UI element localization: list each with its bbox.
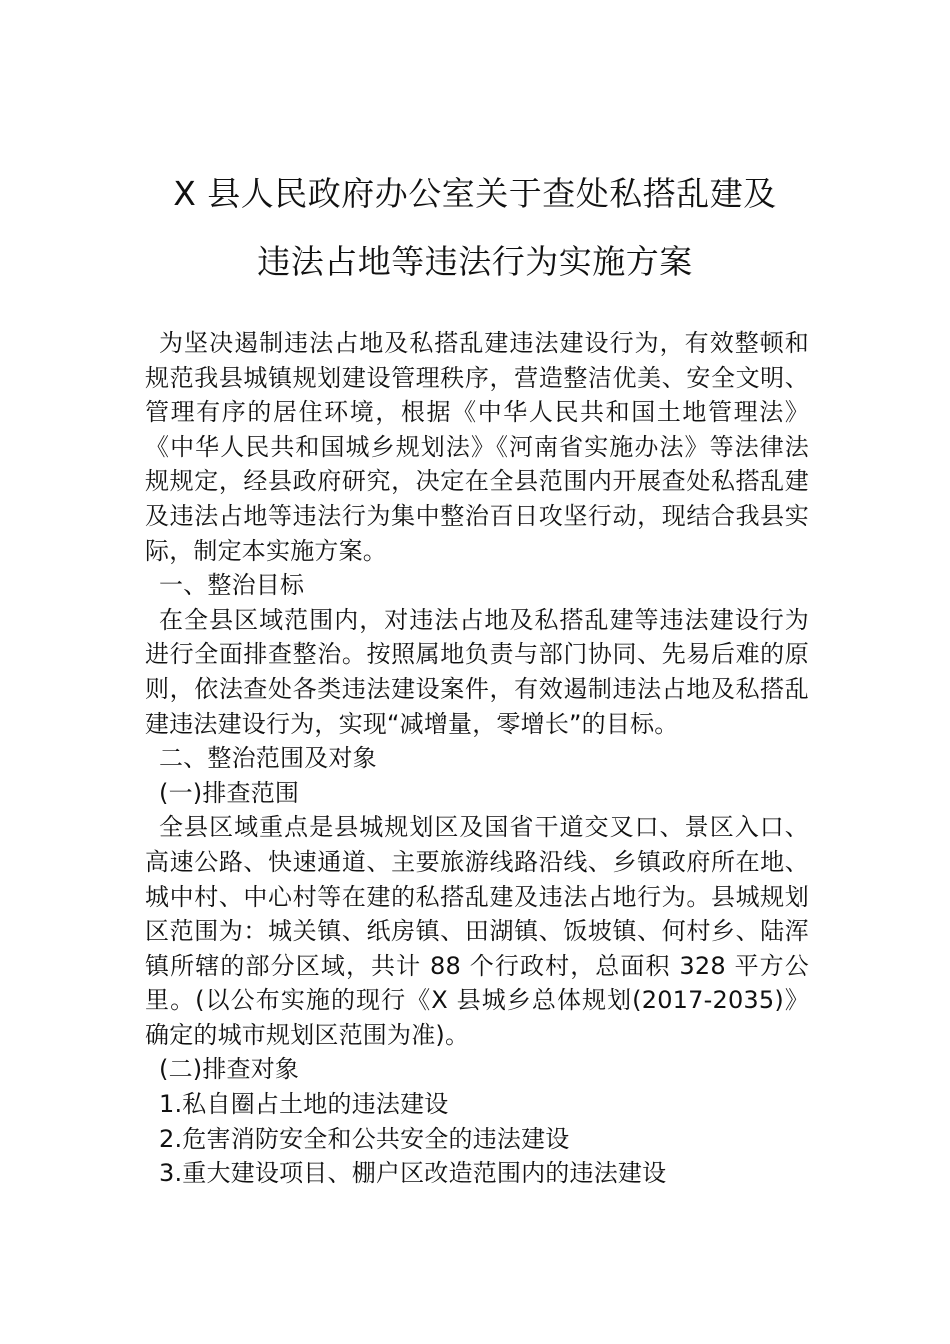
document-title xyxy=(0,160,950,296)
title-line-2: 违法占地等违法行为实施方案 xyxy=(257,242,693,281)
goals-paragraph: 在全县区域范围内，对违法占地及私搭乱建等违法建设行为进行全面排查整治。按照属地负责与部门协同、先易后难的原则，依法查处各类违法建设案件，有效遏制违法占地及私搭乱建违法建设行为，实现“减增量，零增长”的目标。 xyxy=(145,605,809,738)
section-heading-goals: 一、整治目标 xyxy=(159,571,305,600)
subsection-heading-range: (一)排查范围 xyxy=(159,778,300,807)
range-paragraph: 全县区域重点是县城规划区及国省干道交叉口、景区入口、高速公路、快速通道、主要旅游线路沿线、乡镇政府所在地、城中村、中心村等在建的私搭乱建及违法占地行为。县城规划区范围为：城关镇、纸房镇、田湖镇、饭坡镇、何村乡、陆浑镇所辖的部分区域，共计 88 个行政村，总面积 328 平方公里。(以公布实施的现行《X 县城乡总体规划(2017-2035)》确定的城市规划区范围为准)。 xyxy=(145,813,809,1049)
document-body xyxy=(145,326,809,1191)
list-item: 3.重大建设项目、棚户区改造范围内的违法建设 xyxy=(159,1159,667,1188)
list-item: 2.危害消防安全和公共安全的违法建设 xyxy=(159,1124,570,1153)
title-line-1: X 县人民政府办公室关于查处私搭乱建及 xyxy=(173,174,777,213)
list-item: 1.私自圈占土地的违法建设 xyxy=(159,1090,449,1119)
intro-paragraph: 为坚决遏制违法占地及私搭乱建违法建设行为，有效整顿和规范我县城镇规划建设管理秩序，营造整洁优美、安全文明、管理有序的居住环境，根据《中华人民共和国土地管理法》《中华人民共和国城乡规划法》《河南省实施办法》等法律法规规定，经县政府研究，决定在全县范围内开展查处私搭乱建及违法占地等违法行为集中整治百日攻坚行动，现结合我县实际，制定本实施方案。 xyxy=(145,329,809,565)
subsection-heading-targets: (二)排查对象 xyxy=(159,1055,300,1084)
section-heading-scope: 二、整治范围及对象 xyxy=(159,744,377,773)
